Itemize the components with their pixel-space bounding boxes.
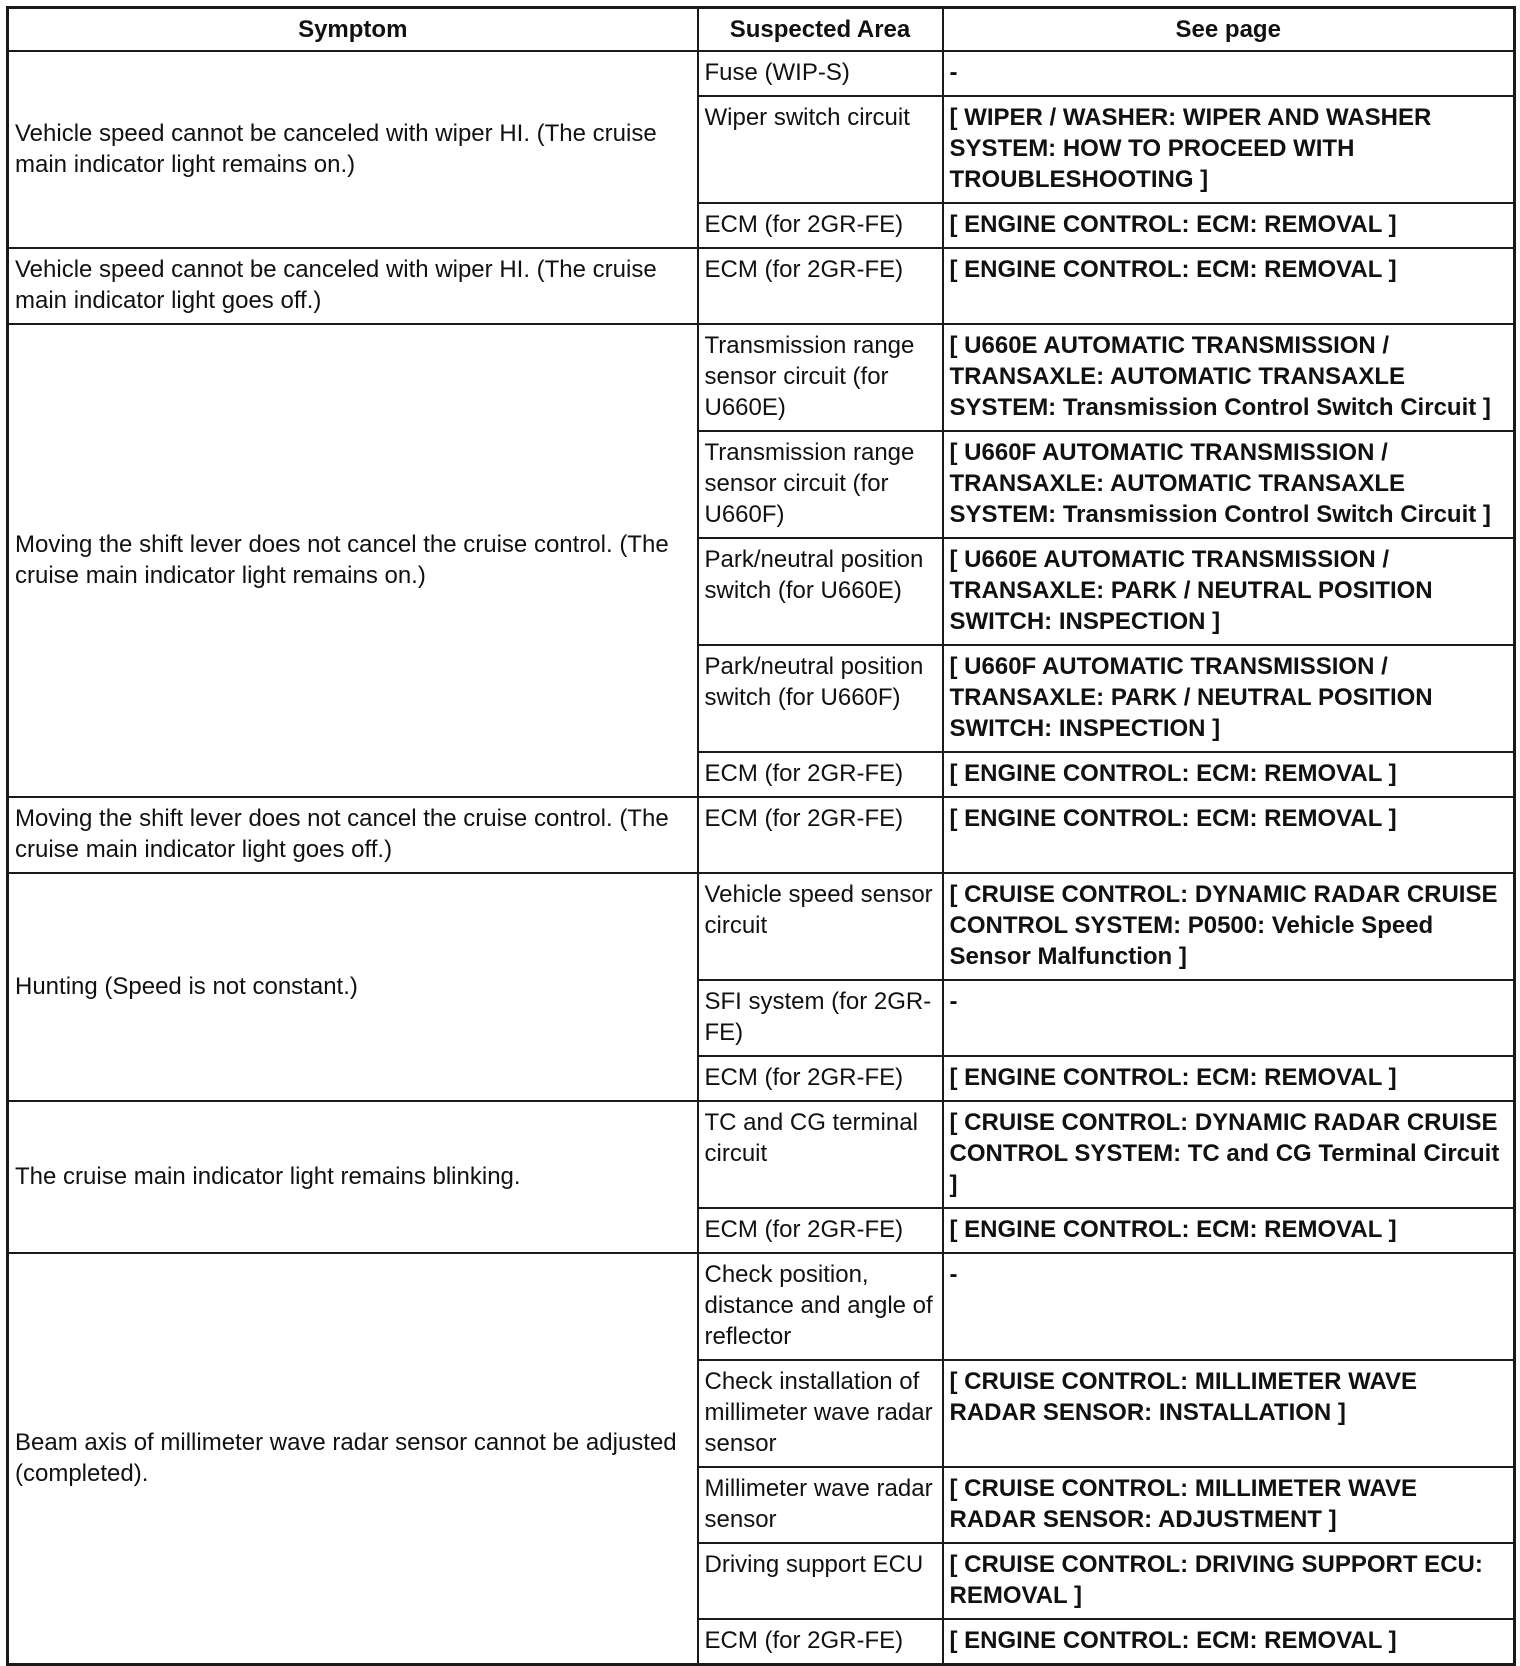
suspected-area-cell: ECM (for 2GR-FE) xyxy=(698,1619,943,1665)
suspected-area-cell: ECM (for 2GR-FE) xyxy=(698,752,943,797)
suspected-area-cell: Transmission range sensor circuit (for U660E) xyxy=(698,324,943,431)
table-row xyxy=(8,1253,1515,1360)
see-page-cell: [ ENGINE CONTROL: ECM: REMOVAL ] xyxy=(943,1619,1515,1665)
see-page-cell: [ CRUISE CONTROL: MILLIMETER WAVE RADAR SENSOR: ADJUSTMENT ] xyxy=(943,1467,1515,1543)
suspected-area-cell: Fuse (WIP-S) xyxy=(698,51,943,96)
suspected-area-cell: ECM (for 2GR-FE) xyxy=(698,203,943,248)
troubleshooting-table xyxy=(6,6,1516,1666)
suspected-area-cell: Transmission range sensor circuit (for U660F) xyxy=(698,431,943,538)
symptom-cell: Moving the shift lever does not cancel the cruise control. (The cruise main indicator light goes off.) xyxy=(8,797,698,873)
see-page-cell: [ CRUISE CONTROL: DRIVING SUPPORT ECU: REMOVAL ] xyxy=(943,1543,1515,1619)
see-page-cell: - xyxy=(943,1253,1515,1360)
symptom-cell: Vehicle speed cannot be canceled with wiper HI. (The cruise main indicator light goes off.) xyxy=(8,248,698,324)
table-row xyxy=(8,1101,1515,1208)
table-row xyxy=(8,248,1515,324)
see-page-cell: [ ENGINE CONTROL: ECM: REMOVAL ] xyxy=(943,752,1515,797)
table-row xyxy=(8,51,1515,96)
suspected-area-cell: TC and CG terminal circuit xyxy=(698,1101,943,1208)
see-page-cell: [ ENGINE CONTROL: ECM: REMOVAL ] xyxy=(943,797,1515,873)
symptom-cell: The cruise main indicator light remains blinking. xyxy=(8,1101,698,1253)
suspected-area-cell: Wiper switch circuit xyxy=(698,96,943,203)
suspected-area-cell: ECM (for 2GR-FE) xyxy=(698,248,943,324)
see-page-cell: [ U660E AUTOMATIC TRANSMISSION / TRANSAXLE: PARK / NEUTRAL POSITION SWITCH: INSPECTION ] xyxy=(943,538,1515,645)
symptom-cell: Moving the shift lever does not cancel the cruise control. (The cruise main indicator light remains on.) xyxy=(8,324,698,797)
see-page-cell: - xyxy=(943,51,1515,96)
table-row xyxy=(8,797,1515,873)
table-row xyxy=(8,324,1515,431)
suspected-area-cell: Check installation of millimeter wave radar sensor xyxy=(698,1360,943,1467)
header-suspected-area: Suspected Area xyxy=(698,8,943,52)
suspected-area-cell: ECM (for 2GR-FE) xyxy=(698,1208,943,1253)
symptom-cell: Vehicle speed cannot be canceled with wiper HI. (The cruise main indicator light remains on.) xyxy=(8,51,698,248)
header-see-page: See page xyxy=(943,8,1515,52)
see-page-cell: [ U660F AUTOMATIC TRANSMISSION / TRANSAXLE: PARK / NEUTRAL POSITION SWITCH: INSPECTION ] xyxy=(943,645,1515,752)
see-page-cell: [ CRUISE CONTROL: DYNAMIC RADAR CRUISE CONTROL SYSTEM: TC and CG Terminal Circuit ] xyxy=(943,1101,1515,1208)
see-page-cell: [ ENGINE CONTROL: ECM: REMOVAL ] xyxy=(943,1208,1515,1253)
see-page-cell: [ ENGINE CONTROL: ECM: REMOVAL ] xyxy=(943,203,1515,248)
symptom-cell: Beam axis of millimeter wave radar sensor cannot be adjusted (completed). xyxy=(8,1253,698,1665)
table-row xyxy=(8,873,1515,980)
suspected-area-cell: SFI system (for 2GR-FE) xyxy=(698,980,943,1056)
symptom-cell: Hunting (Speed is not constant.) xyxy=(8,873,698,1101)
see-page-cell: [ ENGINE CONTROL: ECM: REMOVAL ] xyxy=(943,1056,1515,1101)
see-page-cell: [ ENGINE CONTROL: ECM: REMOVAL ] xyxy=(943,248,1515,324)
see-page-cell: [ CRUISE CONTROL: MILLIMETER WAVE RADAR SENSOR: INSTALLATION ] xyxy=(943,1360,1515,1467)
suspected-area-cell: Vehicle speed sensor circuit xyxy=(698,873,943,980)
suspected-area-cell: Driving support ECU xyxy=(698,1543,943,1619)
suspected-area-cell: Check position, distance and angle of reflector xyxy=(698,1253,943,1360)
see-page-cell: [ U660F AUTOMATIC TRANSMISSION / TRANSAXLE: AUTOMATIC TRANSAXLE SYSTEM: Transmission Control Switch Circuit ] xyxy=(943,431,1515,538)
suspected-area-cell: Park/neutral position switch (for U660F) xyxy=(698,645,943,752)
suspected-area-cell: ECM (for 2GR-FE) xyxy=(698,1056,943,1101)
see-page-cell: [ U660E AUTOMATIC TRANSMISSION / TRANSAXLE: AUTOMATIC TRANSAXLE SYSTEM: Transmission Control Switch Circuit ] xyxy=(943,324,1515,431)
see-page-cell: [ CRUISE CONTROL: DYNAMIC RADAR CRUISE CONTROL SYSTEM: P0500: Vehicle Speed Sensor Malfunction ] xyxy=(943,873,1515,980)
header-symptom: Symptom xyxy=(8,8,698,52)
suspected-area-cell: ECM (for 2GR-FE) xyxy=(698,797,943,873)
suspected-area-cell: Millimeter wave radar sensor xyxy=(698,1467,943,1543)
see-page-cell: [ WIPER / WASHER: WIPER AND WASHER SYSTEM: HOW TO PROCEED WITH TROUBLESHOOTING ] xyxy=(943,96,1515,203)
see-page-cell: - xyxy=(943,980,1515,1056)
suspected-area-cell: Park/neutral position switch (for U660E) xyxy=(698,538,943,645)
header-row xyxy=(8,8,1515,52)
